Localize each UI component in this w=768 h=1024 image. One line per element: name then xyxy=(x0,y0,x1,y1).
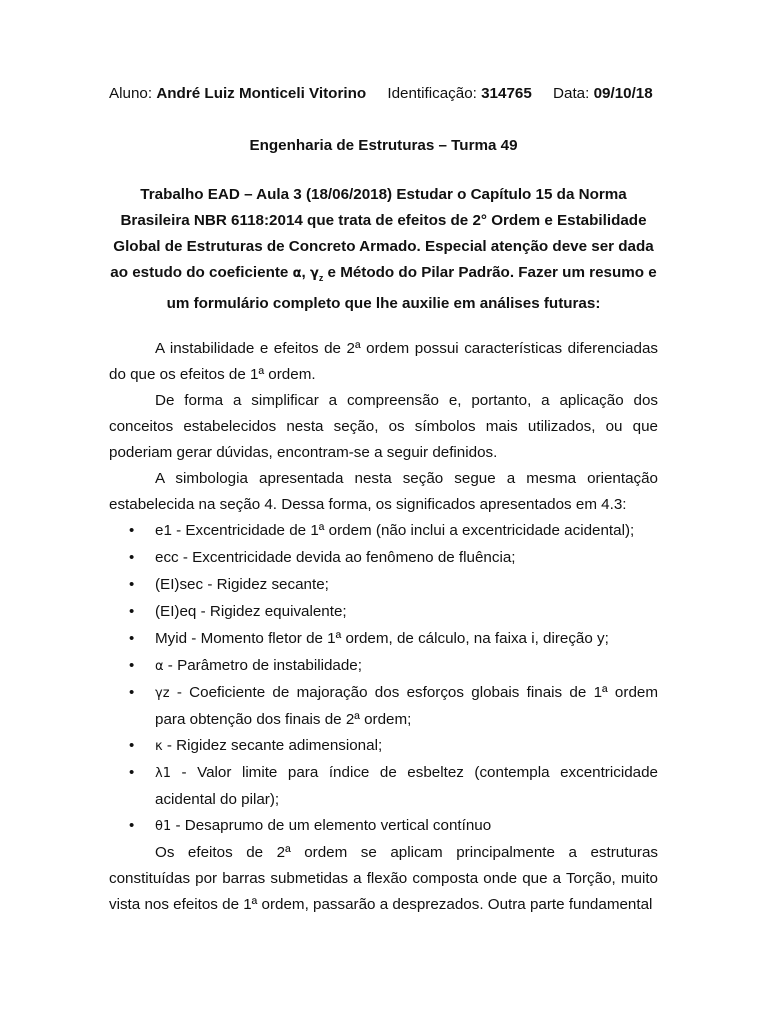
alpha-symbol: α xyxy=(292,266,302,281)
symbol-definition: (EI)eq - Rigidez equivalente; xyxy=(155,603,347,620)
course-title: Engenharia de Estruturas – Turma 49 xyxy=(249,137,518,154)
assignment-text-start: Trabalho EAD – Aula 3 (18/06/2018) Estudar o Capítulo 15 da Norma Brasileira NBR 6118:2014 que trata de efeitos de 2° Ordem e Estabilidade Global de Estruturas de Concreto Armado. Especial atenção deve ser dada ao estudo do coeficiente xyxy=(110,186,654,281)
bullet-icon: • xyxy=(129,737,135,754)
symbol-definition: e1 - Excentricidade de 1ª ordem (não inclui a excentricidade acidental); xyxy=(155,522,635,539)
list-item xyxy=(109,518,658,545)
assignment-text-end: e Método do Pilar Padrão. Fazer um resumo e um formulário completo que lhe auxilie em análises futuras: xyxy=(166,264,657,313)
bullet-icon: • xyxy=(129,657,135,674)
symbol-glyph: γz xyxy=(155,686,170,701)
list-item xyxy=(109,572,658,599)
list-item xyxy=(109,733,658,760)
symbol-definition: Myid - Momento fletor de 1ª ordem, de cálculo, na faixa i, direção y; xyxy=(155,630,609,647)
bullet-icon: • xyxy=(129,817,135,834)
bullet-icon: • xyxy=(129,630,135,647)
list-item xyxy=(109,680,658,733)
assignment-statement xyxy=(109,182,658,317)
list-item xyxy=(109,653,658,680)
bullet-icon: • xyxy=(129,684,135,701)
student-header xyxy=(109,84,658,104)
list-item xyxy=(109,760,658,813)
symbol-glyph: θ1 xyxy=(155,819,172,834)
symbol-definition: - Valor limite para índice de esbeltez (contempla excentricidade acidental do pilar); xyxy=(155,764,658,808)
paragraph-4: Os efeitos de 2ª ordem se aplicam principalmente a estruturas constituídas por barras submetidas a flexão composta onde que a Torção, muito vista nos efeitos de 1ª ordem, passarão a desprezados. Outra parte fundamental xyxy=(109,844,658,913)
bullet-icon: • xyxy=(129,576,135,593)
bullet-icon: • xyxy=(129,603,135,620)
bullet-icon: • xyxy=(129,549,135,566)
bullet-icon: • xyxy=(129,522,135,539)
list-item xyxy=(109,545,658,572)
symbol-definition: (EI)sec - Rigidez secante; xyxy=(155,576,329,593)
gamma-symbol: γ xyxy=(309,266,319,281)
assignment-comma: , xyxy=(301,264,310,281)
list-item xyxy=(109,599,658,626)
id-value: 314765 xyxy=(481,85,532,102)
student-name: André Luiz Monticeli Vitorino xyxy=(156,85,367,102)
date-label: Data: xyxy=(553,85,590,102)
symbol-definition: - Desaprumo de um elemento vertical contínuo xyxy=(171,817,492,834)
paragraph-2: De forma a simplificar a compreensão e, portanto, a aplicação dos conceitos estabelecidos nesta seção, os símbolos mais utilizados, ou que poderiam gerar dúvidas, encontram-se a seguir definidos. xyxy=(109,392,658,461)
symbol-definition: - Rigidez secante adimensional; xyxy=(162,737,383,754)
gamma-subscript: z xyxy=(318,273,324,284)
symbol-glyph: κ xyxy=(155,739,163,754)
symbol-definition: - Parâmetro de instabilidade; xyxy=(163,657,362,674)
symbol-glyph: α xyxy=(155,659,164,674)
body-text xyxy=(109,336,658,918)
symbol-list xyxy=(109,518,658,840)
symbol-definition: ecc - Excentricidade devida ao fenômeno de fluência; xyxy=(155,549,516,566)
bullet-icon: • xyxy=(129,764,135,781)
list-item xyxy=(109,813,658,840)
id-label: Identificação: xyxy=(387,85,477,102)
symbol-glyph: λ1 xyxy=(155,766,171,781)
list-item xyxy=(109,626,658,653)
symbol-definition: - Coeficiente de majoração dos esforços globais finais de 1ª ordem para obtenção dos finais de 2ª ordem; xyxy=(155,684,658,728)
paragraph-1: A instabilidade e efeitos de 2ª ordem possui características diferenciadas do que os efeitos de 1ª ordem. xyxy=(109,340,658,383)
paragraph-3: A simbologia apresentada nesta seção segue a mesma orientação estabelecida na seção 4. Dessa forma, os significados apresentados em 4.3: xyxy=(109,470,658,513)
student-label: Aluno: xyxy=(109,85,153,102)
date-value: 09/10/18 xyxy=(593,85,653,102)
